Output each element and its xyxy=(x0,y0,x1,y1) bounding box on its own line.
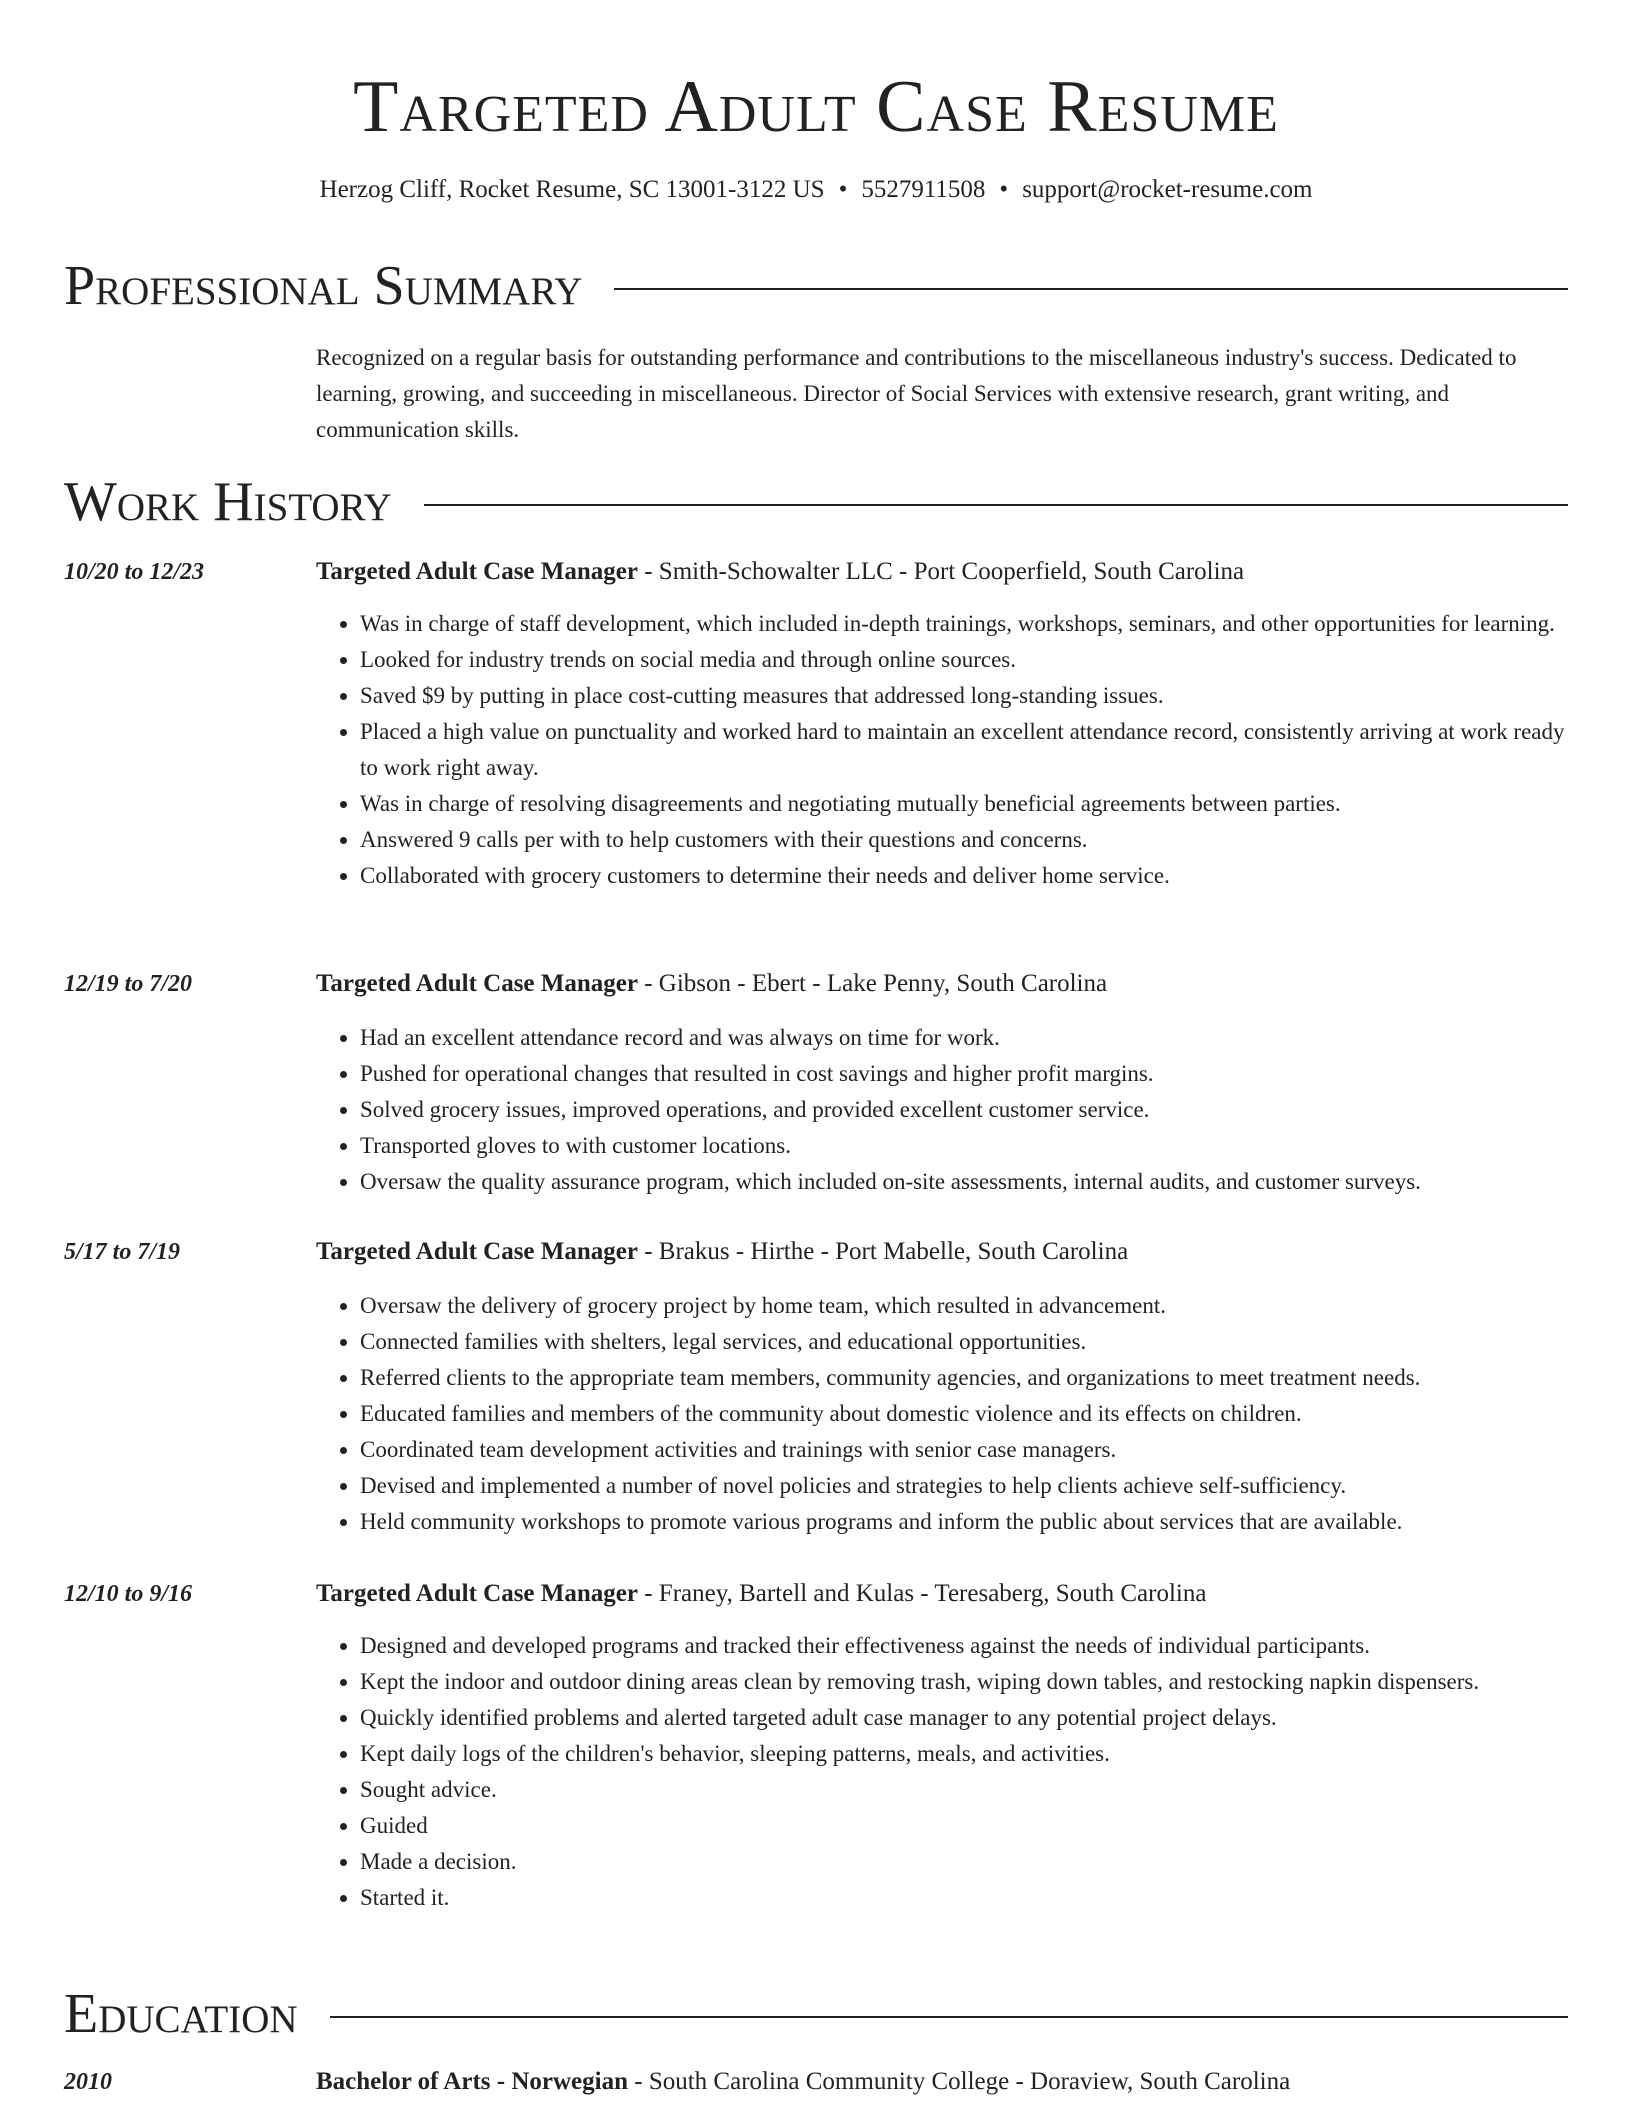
job-details: - Brakus - Hirthe - Port Mabelle, South Carolina xyxy=(637,1238,1129,1265)
job-heading xyxy=(316,1234,1568,1270)
section-education xyxy=(64,1982,1568,2046)
job-bullet: • Transported gloves to with customer locations. xyxy=(360,1128,1568,1164)
job-title: Targeted Adult Case Manager xyxy=(316,1238,638,1265)
job-heading xyxy=(316,1576,1568,1612)
job-bullet: • Sought advice. xyxy=(360,1772,1568,1808)
contact-address: Herzog Cliff, Rocket Resume, SC 13001-3122 US xyxy=(319,176,825,203)
job-heading xyxy=(316,554,1568,590)
contact-email: support@rocket-resume.com xyxy=(1022,176,1313,203)
job-title: Targeted Adult Case Manager xyxy=(316,1580,638,1607)
section-heading: Work History xyxy=(64,471,392,533)
education-details: - South Carolina Community College - Doraview, South Carolina xyxy=(628,2068,1291,2095)
job-bullet: • Oversaw the delivery of grocery project by home team, which resulted in advancement. xyxy=(360,1288,1568,1324)
job-details: - Gibson - Ebert - Lake Penny, South Carolina xyxy=(637,970,1108,997)
section-divider xyxy=(330,2016,1568,2018)
job-bullet: • Oversaw the quality assurance program, which included on-site assessments, internal audits, and customer surveys. xyxy=(360,1164,1568,1200)
contact-phone: 5527911508 xyxy=(861,176,986,203)
job-details: - Smith-Schowalter LLC - Port Cooperfield, South Carolina xyxy=(637,558,1245,585)
job-bullet: • Answered 9 calls per with to help customers with their questions and concerns. xyxy=(360,822,1568,858)
job-bullet: • Collaborated with grocery customers to determine their needs and deliver home service. xyxy=(360,858,1568,894)
job-date: 5/17 to 7/19 xyxy=(64,1239,181,1265)
section-divider xyxy=(424,504,1568,506)
job-heading xyxy=(316,966,1568,1002)
job-bullet: • Kept daily logs of the children's behavior, sleeping patterns, meals, and activities. xyxy=(360,1736,1568,1772)
job-bullet: • Designed and developed programs and tracked their effectiveness against the needs of individual participants. xyxy=(360,1628,1568,1664)
job-bullet: • Pushed for operational changes that resulted in cost savings and higher profit margins. xyxy=(360,1056,1568,1092)
job-bullet: • Coordinated team development activities and trainings with senior case managers. xyxy=(360,1432,1568,1468)
section-professional-summary xyxy=(64,254,1568,318)
job-bullets xyxy=(316,1020,1568,1200)
job-title: Targeted Adult Case Manager xyxy=(316,558,638,585)
job-bullet: • Connected families with shelters, legal services, and educational opportunities. xyxy=(360,1324,1568,1360)
job-bullet: • Saved $9 by putting in place cost-cutting measures that addressed long-standing issues. xyxy=(360,678,1568,714)
job-bullet: • Looked for industry trends on social media and through online sources. xyxy=(360,642,1568,678)
job-bullet: • Started it. xyxy=(360,1880,1568,1916)
job-bullet: • Educated families and members of the community about domestic violence and its effects on children. xyxy=(360,1396,1568,1432)
job-date: 10/20 to 12/23 xyxy=(64,559,205,585)
job-bullets xyxy=(316,606,1568,894)
job-bullet: • Held community workshops to promote various programs and inform the public about services that are available. xyxy=(360,1504,1568,1540)
job-details: - Franey, Bartell and Kulas - Teresaberg, South Carolina xyxy=(637,1580,1207,1607)
job-bullet: • Was in charge of resolving disagreements and negotiating mutually beneficial agreements between parties. xyxy=(360,786,1568,822)
contact-separator: • xyxy=(838,176,848,203)
job-title: Targeted Adult Case Manager xyxy=(316,970,638,997)
summary-text: Recognized on a regular basis for outstanding performance and contributions to the miscellaneous industry's success. Dedicated to learning, growing, and succeeding in miscellaneous. Director of Social Services with extensive research, grant writing, and communication skills. xyxy=(316,345,1517,442)
degree-title: Bachelor of Arts - Norwegian xyxy=(316,2068,628,2095)
job-bullet: • Was in charge of staff development, which included in-depth trainings, workshops, seminars, and other opportunities for learning. xyxy=(360,606,1568,642)
job-bullets xyxy=(316,1288,1568,1540)
job-bullet: • Referred clients to the appropriate team members, community agencies, and organizations to meet treatment needs. xyxy=(360,1360,1568,1396)
job-bullet: • Had an excellent attendance record and was always on time for work. xyxy=(360,1020,1568,1056)
job-bullet: • Solved grocery issues, improved operations, and provided excellent customer service. xyxy=(360,1092,1568,1128)
section-heading: Education xyxy=(64,1983,298,2045)
education-date: 2010 xyxy=(64,2069,112,2095)
section-work-history xyxy=(64,470,1568,534)
education-heading xyxy=(316,2064,1568,2100)
job-date: 12/19 to 7/20 xyxy=(64,971,193,997)
contact-separator: • xyxy=(999,176,1009,203)
job-bullet: • Made a decision. xyxy=(360,1844,1568,1880)
section-heading: Professional Summary xyxy=(64,255,583,317)
resume-title: Targeted Adult Case Resume xyxy=(353,66,1279,148)
contact-line xyxy=(0,172,1632,208)
section-divider xyxy=(614,288,1568,290)
job-bullet: • Placed a high value on punctuality and worked hard to maintain an excellent attendance record, consistently arriving at work ready to work right away. xyxy=(360,714,1568,786)
job-bullets xyxy=(316,1628,1568,1916)
job-bullet: • Kept the indoor and outdoor dining areas clean by removing trash, wiping down tables, and restocking napkin dispensers. xyxy=(360,1664,1568,1700)
job-date: 12/10 to 9/16 xyxy=(64,1581,193,1607)
job-bullet: • Devised and implemented a number of novel policies and strategies to help clients achieve self-sufficiency. xyxy=(360,1468,1568,1504)
job-bullet: • Quickly identified problems and alerted targeted adult case manager to any potential project delays. xyxy=(360,1700,1568,1736)
job-bullet: • Guided xyxy=(360,1808,1568,1844)
